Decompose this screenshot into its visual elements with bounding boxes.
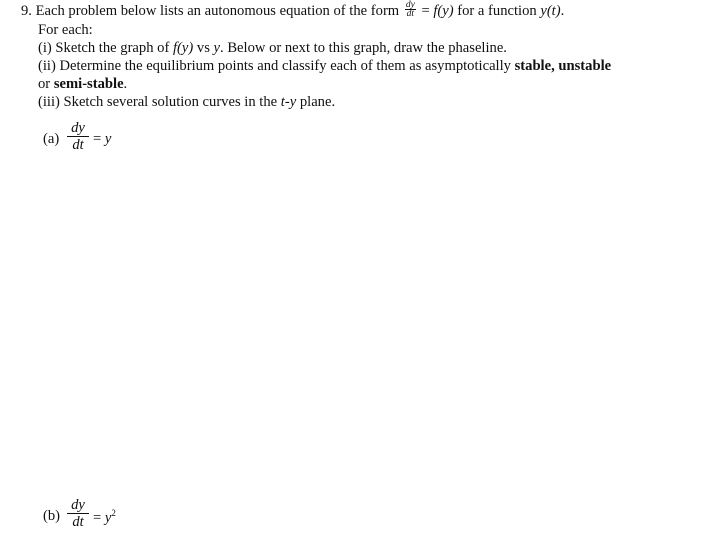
part-b-exponent: 2 [111, 508, 116, 518]
intro-fraction-numerator: dy [405, 0, 415, 11]
for-each-text: For each: [38, 22, 93, 38]
item-1-fy: f(y) [172, 40, 194, 56]
intro-end-period: . [560, 3, 565, 19]
item-3-ty: t-y [280, 94, 297, 110]
part-a-denominator: dt [72, 137, 84, 153]
item-2-end: . [123, 76, 128, 92]
item-2-semi-stable: semi-stable [53, 76, 124, 92]
problem-intro-text: Each problem below lists an autonomous equation of the form [35, 3, 400, 19]
part-b-rhs-y: y [104, 509, 112, 526]
item-2-bold-text: stable, unstable [514, 58, 612, 74]
intro-middle-text: for a function [457, 3, 537, 19]
part-b-derivative-fraction [67, 497, 89, 530]
part-b-rhs [93, 508, 116, 527]
item-1-line [38, 40, 507, 57]
part-a-numerator: dy [71, 120, 85, 136]
intro-derivative-fraction [405, 1, 416, 18]
item-2-line [38, 58, 611, 75]
part-b-label: (b) [43, 508, 61, 524]
intro-function-fy: f(y) [433, 3, 454, 19]
part-a-label: (a) [43, 131, 60, 147]
part-a-rhs [93, 131, 111, 148]
intro-equals: = [421, 3, 430, 19]
item-2-or: or [38, 76, 51, 92]
for-each-line [38, 22, 93, 39]
item-2-text: (ii) Determine the equilibrium points and classify each of them as asymptotically [38, 58, 511, 74]
intro-function-yt: y(t) [540, 3, 561, 19]
item-1-text: (i) Sketch the graph of [38, 40, 170, 56]
part-b-equals: = [93, 509, 102, 526]
item-1-vs: vs [196, 40, 210, 56]
part-a-equals: = [93, 131, 102, 147]
item-1-y: y [213, 40, 221, 56]
part-a-rhs-y: y [104, 131, 112, 147]
item-3-after: plane. [299, 94, 336, 110]
item-2-continuation-line [38, 76, 127, 93]
item-1-after: . Below or next to this graph, draw the phaseline. [220, 40, 507, 56]
intro-fraction-denominator: dt [406, 9, 414, 20]
problem-intro-line [21, 0, 565, 20]
part-b-numerator: dy [71, 497, 85, 513]
problem-number: 9. [21, 3, 32, 19]
item-3-text: (iii) Sketch several solution curves in the [38, 94, 278, 110]
item-3-line [38, 94, 335, 111]
part-a-derivative-fraction [67, 120, 89, 153]
part-b-denominator: dt [72, 514, 84, 530]
